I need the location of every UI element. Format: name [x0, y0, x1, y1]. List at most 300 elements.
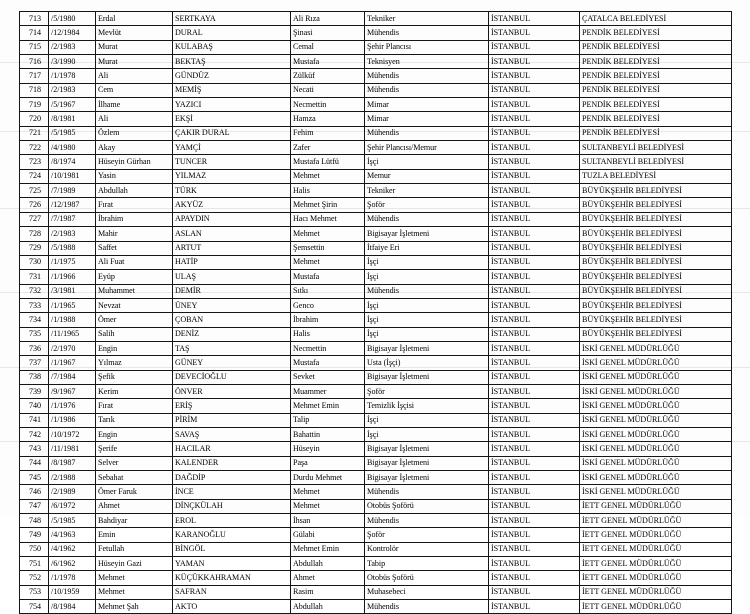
cell-birth-date: /10/1981 — [49, 169, 96, 183]
cell-father-name: Mustafa — [291, 55, 365, 69]
cell-occupation: Bigisayar İşletmeni — [365, 227, 489, 241]
cell-province: İSTANBUL — [489, 557, 580, 571]
cell-occupation: Mühendis — [365, 69, 489, 83]
cell-province: İSTANBUL — [489, 341, 580, 355]
cell-father-name: Sıtkı — [291, 284, 365, 298]
cell-occupation: İtfaiye Eri — [365, 241, 489, 255]
cell-province: İSTANBUL — [489, 184, 580, 198]
cell-occupation: Bigisayar İşletmeni — [365, 341, 489, 355]
cell-last-name: MEMİŞ — [173, 83, 291, 97]
cell-birth-date: /10/1959 — [49, 585, 96, 599]
cell-first-name: Murat — [96, 40, 173, 54]
cell-institution: TUZLA BELEDİYESİ — [580, 169, 732, 183]
cell-father-name: Gülabi — [291, 528, 365, 542]
cell-row-number: 744 — [20, 456, 49, 470]
cell-birth-date: /1/1988 — [49, 313, 96, 327]
cell-institution: İSKİ GENEL MÜDÜRLÜĞÜ — [580, 370, 732, 384]
cell-row-number: 729 — [20, 241, 49, 255]
cell-father-name: Hüseyin — [291, 442, 365, 456]
cell-first-name: Ömer — [96, 313, 173, 327]
cell-institution: BÜYÜKŞEHİR BELEDİYESİ — [580, 198, 732, 212]
table-row — [20, 241, 732, 255]
cell-birth-date: /7/1989 — [49, 184, 96, 198]
cell-first-name: Akay — [96, 141, 173, 155]
cell-first-name: Mehmet — [96, 571, 173, 585]
cell-birth-date: /11/1981 — [49, 442, 96, 456]
cell-province: İSTANBUL — [489, 112, 580, 126]
table-row — [20, 98, 732, 112]
cell-province: İSTANBUL — [489, 485, 580, 499]
cell-institution: BÜYÜKŞEHİR BELEDİYESİ — [580, 241, 732, 255]
cell-institution: PENDİK BELEDİYESİ — [580, 40, 732, 54]
cell-last-name: APAYDIN — [173, 212, 291, 226]
cell-first-name: Şerife — [96, 442, 173, 456]
cell-occupation: Bigisayar İşletmeni — [365, 456, 489, 470]
cell-birth-date: /6/1972 — [49, 499, 96, 513]
cell-last-name: BEKTAŞ — [173, 55, 291, 69]
cell-father-name: Şemsettin — [291, 241, 365, 255]
table-row — [20, 12, 732, 26]
cell-birth-date: /2/1983 — [49, 83, 96, 97]
cell-occupation: İşçi — [365, 327, 489, 341]
personnel-records-table — [19, 11, 732, 614]
cell-row-number: 753 — [20, 585, 49, 599]
cell-institution: PENDİK BELEDİYESİ — [580, 26, 732, 40]
cell-occupation: İşçi — [365, 155, 489, 169]
cell-birth-date: /11/1965 — [49, 327, 96, 341]
cell-first-name: Emin — [96, 528, 173, 542]
cell-last-name: DENİZ — [173, 327, 291, 341]
cell-birth-date: /4/1963 — [49, 528, 96, 542]
cell-last-name: KALENDER — [173, 456, 291, 470]
cell-father-name: Mehmet — [291, 485, 365, 499]
cell-province: İSTANBUL — [489, 514, 580, 528]
cell-first-name: Selver — [96, 456, 173, 470]
cell-row-number: 748 — [20, 514, 49, 528]
cell-row-number: 718 — [20, 83, 49, 97]
cell-father-name: Mehmet — [291, 227, 365, 241]
cell-father-name: Mehmet Emin — [291, 399, 365, 413]
cell-birth-date: /10/1972 — [49, 427, 96, 441]
cell-institution: BÜYÜKŞEHİR BELEDİYESİ — [580, 284, 732, 298]
cell-occupation: Otobüs Şoförü — [365, 571, 489, 585]
cell-occupation: İşçi — [365, 427, 489, 441]
cell-birth-date: /2/1989 — [49, 485, 96, 499]
cell-institution: BÜYÜKŞEHİR BELEDİYESİ — [580, 270, 732, 284]
cell-occupation: Şoför — [365, 198, 489, 212]
cell-institution: BÜYÜKŞEHİR BELEDİYESİ — [580, 212, 732, 226]
cell-first-name: Murat — [96, 55, 173, 69]
table-row — [20, 141, 732, 155]
cell-father-name: Cemal — [291, 40, 365, 54]
cell-last-name: GÜNEY — [173, 356, 291, 370]
cell-birth-date: /7/1984 — [49, 370, 96, 384]
cell-row-number: 727 — [20, 212, 49, 226]
cell-institution: BÜYÜKŞEHİR BELEDİYESİ — [580, 327, 732, 341]
cell-institution: İETT GENEL MÜDÜRLÜĞÜ — [580, 514, 732, 528]
cell-father-name: İhsan — [291, 514, 365, 528]
cell-province: İSTANBUL — [489, 255, 580, 269]
cell-row-number: 749 — [20, 528, 49, 542]
cell-row-number: 742 — [20, 427, 49, 441]
cell-first-name: Cem — [96, 83, 173, 97]
cell-birth-date: /1/1965 — [49, 298, 96, 312]
cell-occupation: Şehir Plancısı/Memur — [365, 141, 489, 155]
cell-province: İSTANBUL — [489, 270, 580, 284]
table-row — [20, 184, 732, 198]
cell-occupation: Kontrolör — [365, 542, 489, 556]
cell-institution: SULTANBEYLİ BELEDİYESİ — [580, 155, 732, 169]
cell-father-name: Halis — [291, 327, 365, 341]
cell-birth-date: /5/1985 — [49, 126, 96, 140]
cell-father-name: Hamza — [291, 112, 365, 126]
cell-last-name: DEVECİOĞLU — [173, 370, 291, 384]
table-row — [20, 227, 732, 241]
cell-last-name: ÖNVER — [173, 384, 291, 398]
cell-institution: İETT GENEL MÜDÜRLÜĞÜ — [580, 557, 732, 571]
table-row — [20, 284, 732, 298]
table-row — [20, 270, 732, 284]
cell-last-name: ÇOBAN — [173, 313, 291, 327]
table-row — [20, 585, 732, 599]
cell-province: İSTANBUL — [489, 327, 580, 341]
cell-row-number: 719 — [20, 98, 49, 112]
cell-province: İSTANBUL — [489, 126, 580, 140]
cell-province: İSTANBUL — [489, 141, 580, 155]
cell-birth-date: /8/1974 — [49, 155, 96, 169]
cell-institution: İSKİ GENEL MÜDÜRLÜĞÜ — [580, 456, 732, 470]
cell-row-number: 752 — [20, 571, 49, 585]
cell-last-name: ULAŞ — [173, 270, 291, 284]
cell-row-number: 735 — [20, 327, 49, 341]
cell-first-name: Salih — [96, 327, 173, 341]
cell-last-name: YAMAN — [173, 557, 291, 571]
cell-occupation: Bigisayar İşletmeni — [365, 442, 489, 456]
table-body — [20, 12, 732, 614]
cell-institution: İSKİ GENEL MÜDÜRLÜĞÜ — [580, 427, 732, 441]
table-row — [20, 571, 732, 585]
cell-institution: İETT GENEL MÜDÜRLÜĞÜ — [580, 528, 732, 542]
cell-last-name: SAFRAN — [173, 585, 291, 599]
cell-birth-date: /3/1981 — [49, 284, 96, 298]
cell-father-name: Hacı Mehmet — [291, 212, 365, 226]
cell-last-name: DEMİR — [173, 284, 291, 298]
cell-province: İSTANBUL — [489, 26, 580, 40]
cell-father-name: İbrahim — [291, 313, 365, 327]
cell-birth-date: /4/1980 — [49, 141, 96, 155]
cell-institution: İSKİ GENEL MÜDÜRLÜĞÜ — [580, 356, 732, 370]
cell-first-name: Mahir — [96, 227, 173, 241]
cell-institution: İSKİ GENEL MÜDÜRLÜĞÜ — [580, 485, 732, 499]
table-row — [20, 399, 732, 413]
table-row — [20, 499, 732, 513]
cell-last-name: HATİP — [173, 255, 291, 269]
cell-row-number: 741 — [20, 413, 49, 427]
cell-first-name: Mehmet — [96, 585, 173, 599]
cell-birth-date: /4/1962 — [49, 542, 96, 556]
cell-last-name: YAZICI — [173, 98, 291, 112]
cell-last-name: KARANOĞLU — [173, 528, 291, 542]
cell-birth-date: /8/1981 — [49, 112, 96, 126]
table-row — [20, 341, 732, 355]
cell-institution: İSKİ GENEL MÜDÜRLÜĞÜ — [580, 384, 732, 398]
cell-occupation: Teknisyen — [365, 55, 489, 69]
cell-occupation: Muhasebeci — [365, 585, 489, 599]
cell-occupation: Temizlik İşçisi — [365, 399, 489, 413]
cell-father-name: Mustafa — [291, 356, 365, 370]
cell-occupation: Şoför — [365, 528, 489, 542]
cell-first-name: İbrahim — [96, 212, 173, 226]
cell-last-name: ASLAN — [173, 227, 291, 241]
cell-first-name: Ali — [96, 69, 173, 83]
cell-last-name: ÜNEY — [173, 298, 291, 312]
cell-row-number: 745 — [20, 471, 49, 485]
cell-province: İSTANBUL — [489, 212, 580, 226]
cell-father-name: Durdu Mehmet — [291, 471, 365, 485]
cell-father-name: Paşa — [291, 456, 365, 470]
cell-occupation: Tekniker — [365, 12, 489, 26]
cell-birth-date: /1/1966 — [49, 270, 96, 284]
cell-occupation: Usta (İşçi) — [365, 356, 489, 370]
cell-last-name: TAŞ — [173, 341, 291, 355]
cell-row-number: 743 — [20, 442, 49, 456]
cell-last-name: EROL — [173, 514, 291, 528]
cell-institution: İSKİ GENEL MÜDÜRLÜĞÜ — [580, 399, 732, 413]
cell-first-name: Eyüp — [96, 270, 173, 284]
cell-father-name: Ahmet — [291, 571, 365, 585]
cell-first-name: Ali Fuat — [96, 255, 173, 269]
cell-institution: BÜYÜKŞEHİR BELEDİYESİ — [580, 298, 732, 312]
cell-last-name: TÜRK — [173, 184, 291, 198]
table-row — [20, 384, 732, 398]
scanned-table-region — [19, 11, 731, 614]
cell-birth-date: /5/1980 — [49, 12, 96, 26]
cell-birth-date: /2/1988 — [49, 471, 96, 485]
cell-institution: BÜYÜKŞEHİR BELEDİYESİ — [580, 255, 732, 269]
cell-province: İSTANBUL — [489, 585, 580, 599]
cell-birth-date: /5/1988 — [49, 241, 96, 255]
cell-occupation: Şehir Plancısı — [365, 40, 489, 54]
cell-last-name: ÇAKIR DURAL — [173, 126, 291, 140]
cell-father-name: Talip — [291, 413, 365, 427]
cell-row-number: 747 — [20, 499, 49, 513]
table-row — [20, 542, 732, 556]
cell-first-name: Sebahat — [96, 471, 173, 485]
cell-birth-date: /9/1967 — [49, 384, 96, 398]
table-row — [20, 169, 732, 183]
cell-institution: PENDİK BELEDİYESİ — [580, 83, 732, 97]
cell-province: İSTANBUL — [489, 471, 580, 485]
table-row — [20, 126, 732, 140]
cell-row-number: 734 — [20, 313, 49, 327]
cell-father-name: Halis — [291, 184, 365, 198]
cell-occupation: Tekniker — [365, 184, 489, 198]
cell-first-name: Fetullah — [96, 542, 173, 556]
cell-birth-date: /5/1967 — [49, 98, 96, 112]
cell-father-name: Ali Rıza — [291, 12, 365, 26]
table-row — [20, 442, 732, 456]
cell-row-number: 740 — [20, 399, 49, 413]
table-row — [20, 356, 732, 370]
cell-row-number: 713 — [20, 12, 49, 26]
cell-first-name: Erdal — [96, 12, 173, 26]
cell-birth-date: /12/1987 — [49, 198, 96, 212]
cell-row-number: 725 — [20, 184, 49, 198]
cell-occupation: Şoför — [365, 384, 489, 398]
table-row — [20, 298, 732, 312]
cell-father-name: Mehmet Şirin — [291, 198, 365, 212]
cell-birth-date: /6/1962 — [49, 557, 96, 571]
cell-row-number: 737 — [20, 356, 49, 370]
cell-occupation: Mühendis — [365, 600, 489, 614]
cell-father-name: Muammer — [291, 384, 365, 398]
cell-institution: İSKİ GENEL MÜDÜRLÜĞÜ — [580, 471, 732, 485]
cell-occupation: Mühendis — [365, 284, 489, 298]
cell-first-name: Şefik — [96, 370, 173, 384]
cell-first-name: Tarık — [96, 413, 173, 427]
cell-province: İSTANBUL — [489, 384, 580, 398]
cell-first-name: Engin — [96, 427, 173, 441]
table-row — [20, 198, 732, 212]
cell-birth-date: /8/1984 — [49, 600, 96, 614]
cell-province: İSTANBUL — [489, 55, 580, 69]
cell-first-name: Fırat — [96, 399, 173, 413]
cell-birth-date: /8/1987 — [49, 456, 96, 470]
cell-last-name: PİRİM — [173, 413, 291, 427]
cell-last-name: AKYÜZ — [173, 198, 291, 212]
cell-occupation: Otobüs Şoförü — [365, 499, 489, 513]
table-row — [20, 557, 732, 571]
cell-birth-date: /3/1990 — [49, 55, 96, 69]
cell-province: İSTANBUL — [489, 12, 580, 26]
table-row — [20, 112, 732, 126]
cell-province: İSTANBUL — [489, 241, 580, 255]
cell-row-number: 739 — [20, 384, 49, 398]
cell-row-number: 738 — [20, 370, 49, 384]
cell-last-name: İNCE — [173, 485, 291, 499]
cell-last-name: GÜNDÜZ — [173, 69, 291, 83]
cell-province: İSTANBUL — [489, 298, 580, 312]
cell-occupation: İşçi — [365, 413, 489, 427]
cell-last-name: ERİŞ — [173, 399, 291, 413]
cell-institution: İETT GENEL MÜDÜRLÜĞÜ — [580, 600, 732, 614]
cell-occupation: Mühendis — [365, 26, 489, 40]
cell-institution: PENDİK BELEDİYESİ — [580, 112, 732, 126]
cell-row-number: 731 — [20, 270, 49, 284]
cell-province: İSTANBUL — [489, 427, 580, 441]
cell-first-name: Mehmet Şah — [96, 600, 173, 614]
cell-row-number: 732 — [20, 284, 49, 298]
cell-last-name: SAVAŞ — [173, 427, 291, 441]
cell-birth-date: /2/1970 — [49, 341, 96, 355]
table-row — [20, 155, 732, 169]
cell-province: İSTANBUL — [489, 442, 580, 456]
table-row — [20, 26, 732, 40]
cell-birth-date: /1/1978 — [49, 571, 96, 585]
cell-row-number: 736 — [20, 341, 49, 355]
cell-row-number: 746 — [20, 485, 49, 499]
cell-province: İSTANBUL — [489, 98, 580, 112]
cell-row-number: 722 — [20, 141, 49, 155]
cell-father-name: Şinasi — [291, 26, 365, 40]
cell-father-name: Mustafa — [291, 270, 365, 284]
cell-last-name: AKTO — [173, 600, 291, 614]
cell-province: İSTANBUL — [489, 227, 580, 241]
cell-last-name: BİNGÖL — [173, 542, 291, 556]
cell-institution: İSKİ GENEL MÜDÜRLÜĞÜ — [580, 341, 732, 355]
cell-first-name: Nevzat — [96, 298, 173, 312]
cell-province: İSTANBUL — [489, 528, 580, 542]
cell-first-name: Kerim — [96, 384, 173, 398]
table-row — [20, 528, 732, 542]
cell-institution: ÇATALCA BELEDİYESİ — [580, 12, 732, 26]
cell-last-name: KULABAŞ — [173, 40, 291, 54]
cell-father-name: Abdullah — [291, 557, 365, 571]
cell-first-name: Ömer Faruk — [96, 485, 173, 499]
cell-institution: İETT GENEL MÜDÜRLÜĞÜ — [580, 499, 732, 513]
cell-last-name: YILMAZ — [173, 169, 291, 183]
cell-row-number: 751 — [20, 557, 49, 571]
cell-last-name: DİNÇKÜLAH — [173, 499, 291, 513]
cell-institution: BÜYÜKŞEHİR BELEDİYESİ — [580, 227, 732, 241]
cell-occupation: İşçi — [365, 313, 489, 327]
cell-occupation: İşçi — [365, 298, 489, 312]
cell-institution: İETT GENEL MÜDÜRLÜĞÜ — [580, 542, 732, 556]
cell-institution: BÜYÜKŞEHİR BELEDİYESİ — [580, 184, 732, 198]
cell-father-name: Mehmet — [291, 499, 365, 513]
cell-institution: PENDİK BELEDİYESİ — [580, 126, 732, 140]
cell-province: İSTANBUL — [489, 40, 580, 54]
table-row — [20, 485, 732, 499]
cell-first-name: Ali — [96, 112, 173, 126]
cell-last-name: HACILAR — [173, 442, 291, 456]
cell-row-number: 720 — [20, 112, 49, 126]
cell-first-name: Fırat — [96, 198, 173, 212]
table-row — [20, 212, 732, 226]
cell-row-number: 715 — [20, 40, 49, 54]
cell-father-name: Genco — [291, 298, 365, 312]
cell-birth-date: /2/1983 — [49, 227, 96, 241]
cell-institution: SULTANBEYLİ BELEDİYESİ — [580, 141, 732, 155]
cell-birth-date: /2/1983 — [49, 40, 96, 54]
cell-last-name: ARTUT — [173, 241, 291, 255]
cell-first-name: Yılmaz — [96, 356, 173, 370]
table-row — [20, 55, 732, 69]
cell-birth-date: /5/1985 — [49, 514, 96, 528]
cell-occupation: Mühendis — [365, 485, 489, 499]
cell-first-name: İlhame — [96, 98, 173, 112]
cell-province: İSTANBUL — [489, 370, 580, 384]
cell-province: İSTANBUL — [489, 413, 580, 427]
cell-father-name: Sevket — [291, 370, 365, 384]
cell-row-number: 730 — [20, 255, 49, 269]
cell-last-name: TUNCER — [173, 155, 291, 169]
cell-row-number: 750 — [20, 542, 49, 556]
cell-row-number: 728 — [20, 227, 49, 241]
cell-occupation: Mühendis — [365, 83, 489, 97]
cell-province: İSTANBUL — [489, 456, 580, 470]
cell-father-name: Mehmet — [291, 255, 365, 269]
cell-last-name: DURAL — [173, 26, 291, 40]
cell-occupation: İşçi — [365, 255, 489, 269]
cell-last-name: YAMÇİ — [173, 141, 291, 155]
cell-occupation: Mühendis — [365, 514, 489, 528]
cell-father-name: Abdullah — [291, 600, 365, 614]
cell-row-number: 754 — [20, 600, 49, 614]
table-row — [20, 471, 732, 485]
cell-occupation: Tabip — [365, 557, 489, 571]
cell-province: İSTANBUL — [489, 284, 580, 298]
